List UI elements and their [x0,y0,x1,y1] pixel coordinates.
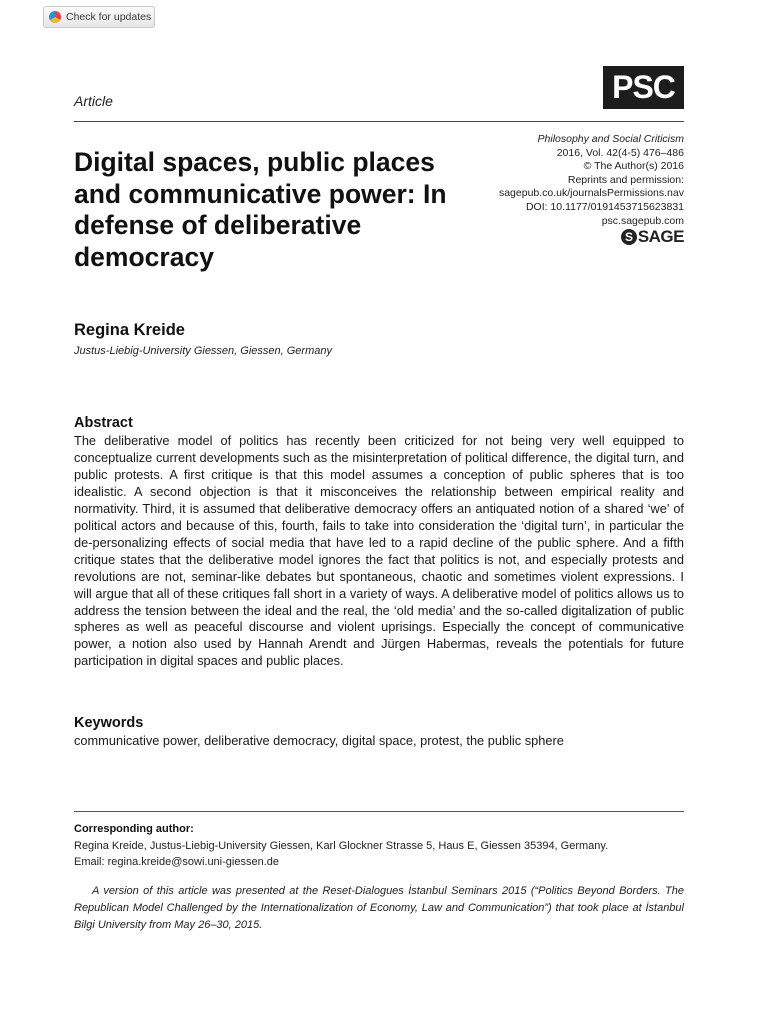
publisher-logo-text: SAGE [637,227,684,246]
article-type-label: Article [74,93,113,109]
sage-s-icon: S [621,229,637,245]
article-title: Digital spaces, public places and communicative power: In defense of deliberative democracy [74,147,447,272]
journal-volume: 2016, Vol. 42(4-5) 476–486 [556,146,684,159]
permissions-link[interactable]: sagepub.co.uk/journalsPermissions.nav [498,187,684,200]
keywords-heading: Keywords [74,715,144,731]
corresponding-address: Regina Kreide, Justus-Liebig-University Giessen, Karl Glockner Strasse 5, Haus E, Giessen 35394, Germany. [74,840,609,852]
corresponding-author-details [74,838,684,870]
header-divider [74,121,684,122]
author-affiliation: Justus-Liebig-University Giessen, Giessen, Germany [74,345,332,357]
journal-copyright: © The Author(s) 2016 [583,160,684,173]
check-for-updates-label: Check for updates [66,11,152,23]
article-footnote: A version of this article was presented at the Reset-Dialogues İstanbul Seminars 2015 (“Politics Beyond Borders. The Republican Model Challenged by the Internationalization of Economy, Law and Communication”) that took place at İstanbul Bilgi University from May 26–30, 2015. [74,885,684,931]
publisher-logo [621,227,684,247]
abstract-heading: Abstract [74,415,133,431]
abstract-text: The deliberative model of politics has recently been criticized for not being very well equipped to conceptualize current developments such as the misinterpretation of political difference, the digital turn, and public protests. A first critique is that this model assumes a conception of public spheres that is too idealistic. A second objection is that it misconceives the relationship between empirical reality and normativity. Third, it is assumed that deliberative democracy offers an antiquated notion of a shared ‘we’ of political actors and because of this, fourth, fails to take into consideration the ‘digital turn’, in particular the de-personalizing effects of social media that have led to a rapid decline of the public sphere. And a fifth critique states that the deliberative model ignores the fact that politics is not, and especially protests and revolutions are not, seminar-like debates but spontaneous, chaotic and sometimes violent expressions. I will argue that all of these critiques fall short in a variety of ways. A deliberative model of politics allows us to address the tension between the ideal and the real, the ‘old media’ and the so-called digitalization of public spheres as well as peaceful discourse and violent uprisings. Especially the concept of communicative power, a notion also used by Hannah Arendt and Jürgen Habermas, reveals the potentials for future participation in digital spaces and public places. [74,433,684,669]
journal-logo: PSC [603,66,684,109]
journal-site-link[interactable]: psc.sagepub.com [601,214,684,227]
corresponding-email[interactable]: Email: regina.kreide@sowi.uni-giessen.de [74,856,279,868]
journal-name: Philosophy and Social Criticism [537,133,684,145]
author-name: Regina Kreide [74,321,185,339]
doi-link[interactable]: DOI: 10.1177/0191453715623831 [525,200,684,213]
journal-reprints: Reprints and permission: [567,173,684,186]
keywords-text: communicative power, deliberative democracy, digital space, protest, the public sphere [74,733,564,748]
corresponding-author-heading: Corresponding author: [74,823,194,835]
journal-metadata [444,133,684,228]
crossmark-icon [49,11,61,23]
footnote-divider [74,811,684,812]
check-for-updates-button[interactable] [43,6,155,28]
